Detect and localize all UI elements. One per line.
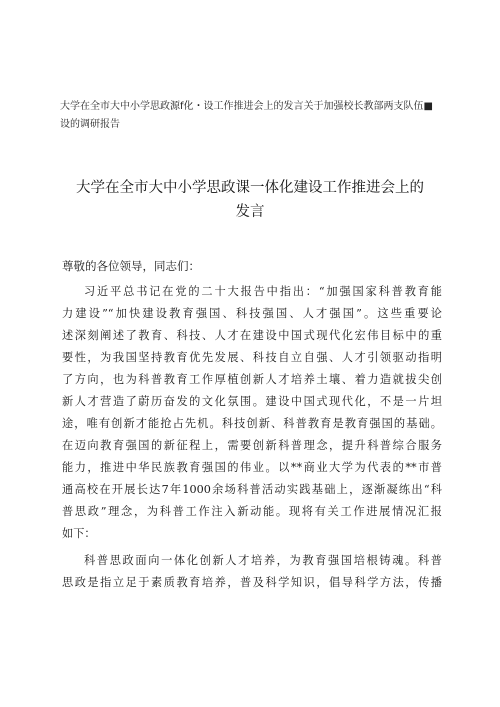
salutation: 尊敬的各位领导，同志们： [62,259,200,273]
body-line-1: 习近平总书记在党的二十大报告中指出：“加强国家科普教育能 [84,285,442,298]
body-line-4: 要性，为我国坚持教育优先发展、科技自立自强、人才引领驱动指明 [62,351,442,364]
title-line-1: 大学在全市大中小学思政课一体化建设工作推进会上的 [76,180,424,196]
header-line-1: 大学在全市大中小学思政源f化・设工作推进会上的发言关于加强校长教部两支队伍■ [60,101,433,112]
title-line-2: 发言 [235,204,265,220]
body-line-5: 了方向，也为科普教育工作厚植创新人才培养土壤、着力造就拔尖创 [62,373,442,386]
body-line-3: 述深刻阐述了教育、科技、人才在建设中国式现代化宏伟目标中的重 [62,329,442,342]
body-line-11: 普思政”理念，为科普工作注入新动能。现将有关工作进展情况汇报 [62,505,442,518]
body-line-8: 在迈向教育强国的新征程上，需要创新科普理念，提升科普综合服务 [62,439,442,452]
body-line-10: 通高校在开展长达7年1000余场科普活动实践基础上，逐渐凝练出“科 [62,483,442,496]
body-line-7: 途，唯有创新才能抢占先机。科技创新、科普教育是教育强国的基础。 [62,417,442,430]
body-line-6: 新人才营造了蔚历奋发的文化氛围。建设中国式现代化，不是一片坦 [62,395,442,408]
body-line-13: 科普思政面向一体化创新人才培养，为教育强国培根铸魂。科普 [84,554,442,567]
body-line-9: 能力，推进中华民族教育强国的伟业。以**商业大学为代表的**市普 [62,461,442,474]
body-line-2: 力建设”“加快建设教育强国、科技强国、人才强国”。这些重要论 [62,307,442,320]
body-line-12: 如下： [62,527,96,540]
body-line-14: 思政是指立足于素质教育培养，普及科学知识，倡导科学方法，传播 [62,576,442,589]
header-line-2: 设的调研报告 [60,119,120,130]
